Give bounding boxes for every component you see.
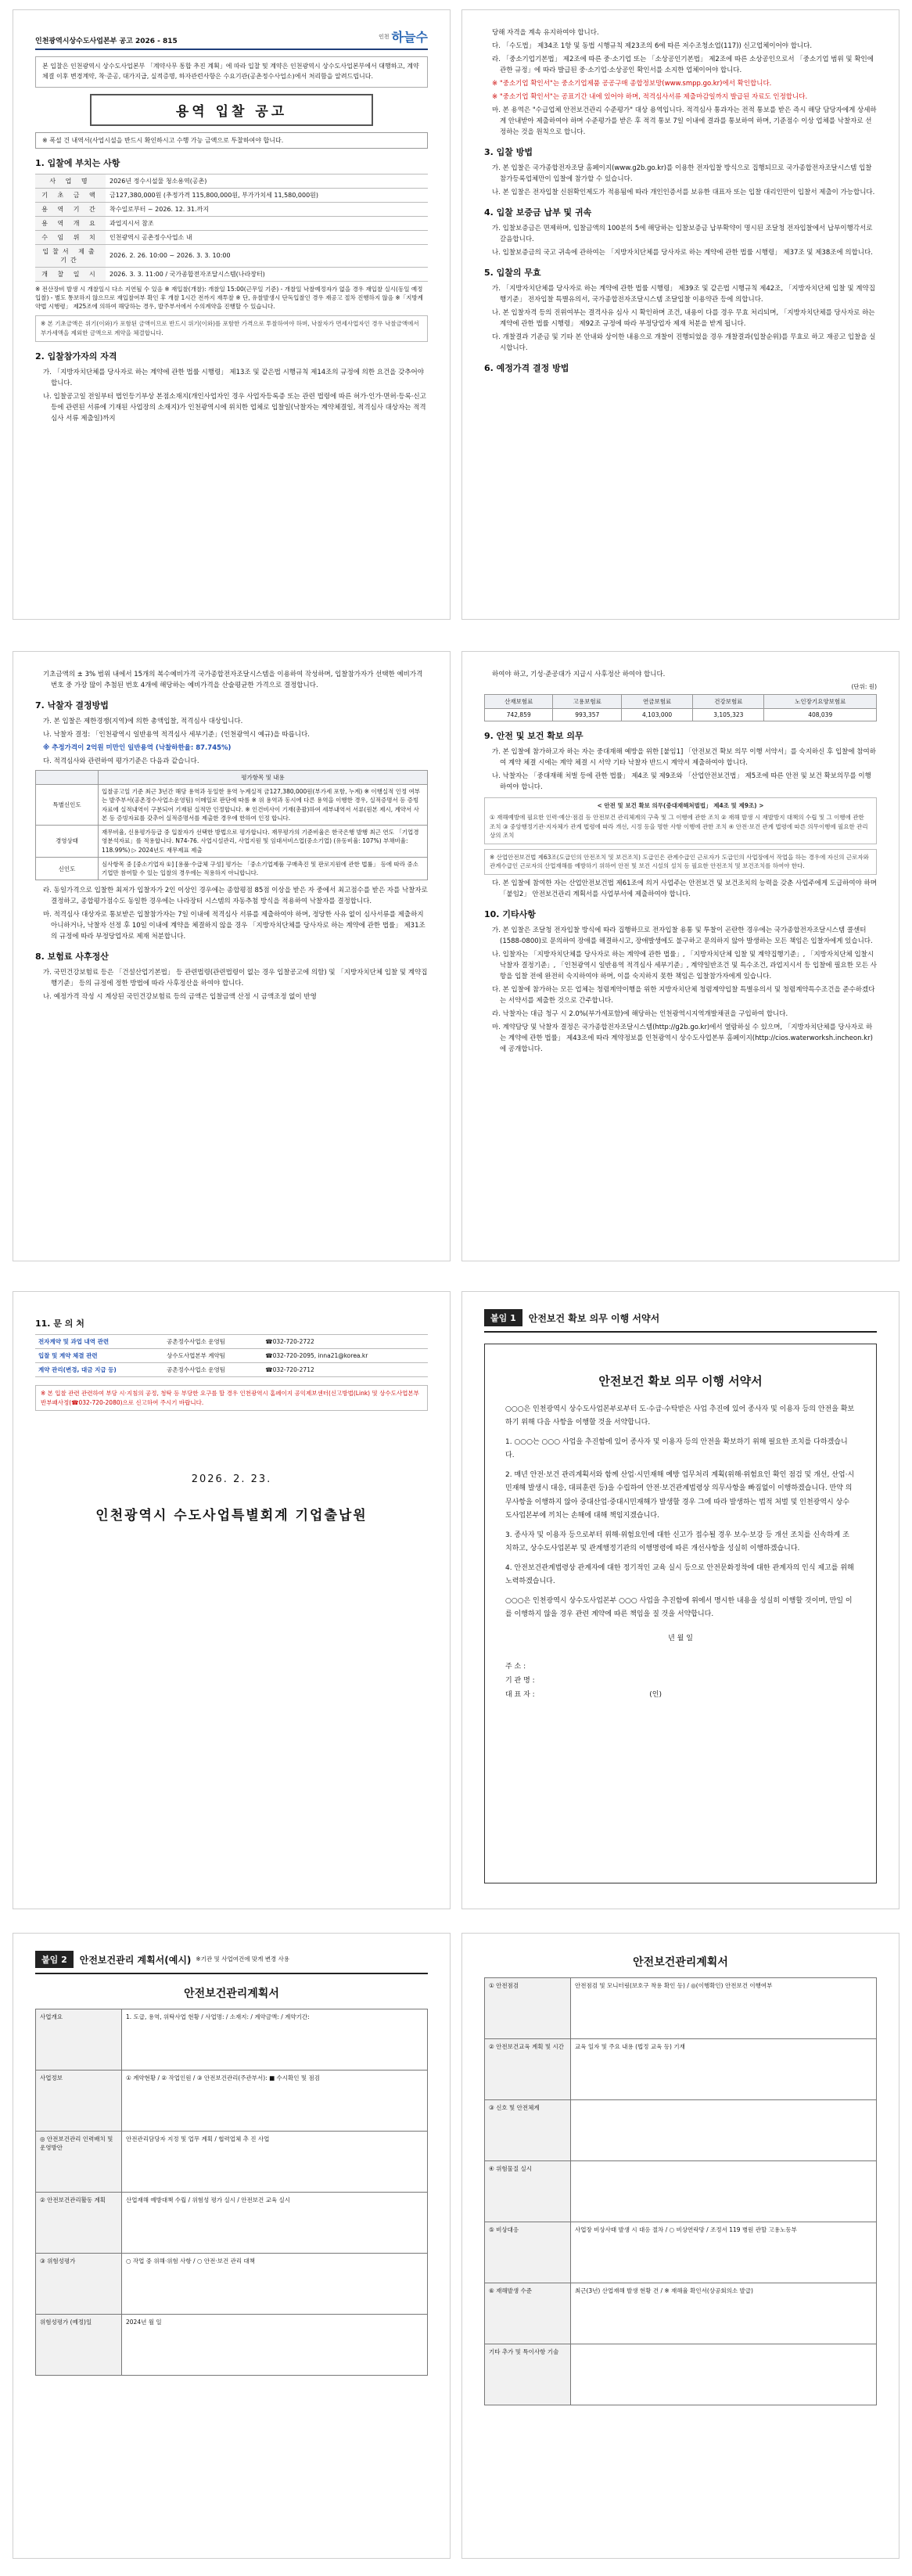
section-10-item-c: 다. 본 입찰에 참가하는 모든 업체는 청렴계약이행을 위한 지방자치단체 청렴계약입찰 특별유의서 및 청렴계약특수조건을 준수하겠다는 서약서를 제출한 것으로 간주합니다.: [492, 986, 875, 1006]
bid-info-key: 사 업 명: [35, 174, 106, 188]
plan-row: [485, 2161, 877, 2222]
notice-page-3: [13, 651, 451, 1261]
bid-info-row: [35, 216, 428, 230]
notice-date: 2026. 2. 23.: [191, 1473, 272, 1486]
insurance-header: 고용보험료: [553, 695, 621, 709]
section-5-item-b: 나. 본 입찰자격 등의 진위여부는 결격사유 심사 시 확인하며 조건, 내용이 다를 경우 무효 처리되며, 「지방자치단체를 당사자로 하는 계약에 관한 법률 시행령」 제92조 규정에 따라 부정당업자 제재 처분을 받게 됩니다.: [492, 309, 875, 329]
bid-info-value: 과업지시서 참조: [106, 216, 428, 230]
safety-plan-page: [461, 1933, 899, 2559]
plan-title-left: 안전보건관리계획서: [184, 1988, 279, 2000]
section-7-title: 7. 낙찰자 결정방법: [35, 700, 109, 711]
section-2-item-a: 가. 「지방자치단체를 당사자로 하는 계약에 관한 법률 시행령」 제13조 및 같은법 시행규칙 제14조의 규정에 의한 요건을 갖추어야 합니다.: [43, 368, 424, 387]
base-amount-note: ※ 본 기초금액은 위기(이와)가 포함된 금액이므로 반드시 위기(이와)를 포함한 가격으로 투찰하여야 하며, 낙찰자가 면세사업자인 경우 낙찰금액에서 부가세액을 제외한 금액으로 계약을 체결합니다.: [35, 315, 428, 341]
section-7-item-c: 다. 적격심사와 관련하여 평가기준은 다음과 같습니다.: [43, 757, 199, 766]
section-9-item-a: 가. 본 입찰에 참가하고자 하는 자는 중대재해 예방을 위한 [붙임1] 「안전보건 확보 의무 이행 서약서」를 숙지하신 후 입찰에 참여하여 계약 체결 시에는 계약 체결 시 서약 기타 낙찰자 반드시 계약서 제출하여야 합니다.: [492, 748, 876, 768]
plan-title-right: 안전보건관리계획서: [633, 1956, 728, 1969]
plan-row: [485, 2283, 877, 2344]
notice-page-1: [13, 9, 451, 620]
section-8-continued: 하여야 하고, 기성·준공대가 지급시 사후정산 하여야 합니다.: [492, 671, 666, 678]
section-2-title: 2. 입찰참가자의 자격: [35, 351, 117, 362]
fraud-report-note: ※ 본 입찰 관련 관련하여 부당 시·지침의 공정, 청탁 등 부당한 요구를 할 경우 인천광역시 홈페이지 공익제보센터(신고방법(Link) 및 상수도사업본부 반부패사정(☎032-720-2080)으로 신고하여 주시기 바랍니다.: [35, 1385, 428, 1411]
contact-dept: 공촌정수사업소 운영팀: [163, 1363, 262, 1377]
bid-info-row: [35, 267, 428, 281]
appendix-2-heading: 안전보건관리 계획서(예시): [79, 1954, 192, 1966]
appendix-1-heading: 안전보건 확보 의무 이행 서약서: [528, 1312, 660, 1324]
section-6-title: 6. 예정가격 결정 방법: [484, 363, 569, 374]
safety-duty-box-items: ① 재해예방에 필요한 인력·예산·점검 등 안전보건 관리체계의 구축 및 그 이행에 관한 조치 ② 재해 발생 시 재발방지 대책의 수립 및 그 이행에 관한 조치 ③ 중앙행정기관·지자체가 관계 법령에 따라 개선, 시정 등을 명한 사항 이행에 관한 조치 ④ 안전·보건 관계 법령에 따른 의무이행에 필요한 관리상의 조치: [490, 813, 868, 840]
safety-plan-table-left: [35, 2009, 428, 2376]
plan-value: 교육 일자 및 주요 내용 (법정 교육 등) 기재: [571, 2039, 877, 2100]
pledge-title: 안전보건 확보 의무 이행 서약서: [598, 1374, 763, 1388]
bid-info-value: 인천광역시 공촌정수사업소 내: [106, 230, 428, 244]
plan-value: [571, 2344, 877, 2405]
pledge-item-4: 4. 안전보건관계법령상 관계자에 대한 정기적인 교육 실시 등으로 안전문화정착에 대한 관계자의 인식 제고를 위해 노력하겠습니다.: [505, 1563, 854, 1586]
bid-info-key: 용 역 개 요: [35, 216, 106, 230]
section-9-item-b: 나. 낙찰자는 「중대재해 처벌 등에 관한 법률」 제4조 및 제9조와 「산업안전보건법」 제5조에 따른 안전 및 보건 확보의무를 이행하여야 합니다.: [492, 772, 871, 792]
plan-row: [485, 2100, 877, 2161]
plan-label: ② 안전보건관리활동 계획: [36, 2193, 122, 2254]
logo-seal: 인천: [379, 33, 390, 40]
plan-row: [36, 2009, 428, 2071]
plan-label: ④ 위험물질 실시: [485, 2161, 571, 2222]
bid-info-key: 수 임 위 치: [35, 230, 106, 244]
pledge-item-1: 1. ○○○는 ○○○ 사업을 추진함에 있어 종사자 및 이용자 등의 안전을 확보하기 위해 필요한 조치를 다하겠습니다.: [505, 1438, 848, 1460]
bid-info-row: [35, 174, 428, 188]
evaluation-table: [35, 770, 428, 880]
evaluation-row: [36, 826, 428, 858]
appendix-2-tag: 붙임 2: [35, 1951, 74, 1968]
pledge-form: [484, 1344, 877, 1883]
section-2-item-e: 마. 본 용역은 "수급업체 안전보건관리 수준평가" 대상 용역입니다. 적격심사 통과자는 전적 통보를 받은 즉시 해당 담당자에게 상세하게 안내받아 제출하여야 하며 수준평가를 받은 후 적격 통보 7일 이내에 결과를 통보하여 하며, 기준점수 이상 업체를 낙찰자로 선정하는 것을 원칙으로 합니다.: [492, 106, 877, 137]
plan-row: [485, 2344, 877, 2405]
appendix-2-page: [13, 1933, 451, 2559]
plan-row: [36, 2315, 428, 2376]
contact-row: [35, 1349, 428, 1363]
bid-info-key: 기 초 금 액: [35, 188, 106, 202]
bid-info-key: 입찰서 제출기간: [35, 244, 106, 267]
safety-law-note: ※ 산업안전보건법 제63조(도급인의 안전조치 및 보건조치) 도급인은 관계수급인 근로자가 도급인의 사업장에서 작업을 하는 경우에 자신의 근로자와 관계수급인 근로자의 산업재해를 예방하기 위하여 안전 및 보건 시설의 설치 등 필요한 안전조치 및 보건조치를 하여야 한다.: [484, 849, 877, 875]
plan-label: ◎ 안전보건관리 인력배치 및 운영방안: [36, 2132, 122, 2193]
insurance-table: [484, 694, 877, 721]
pledge-closing: ○○○은 인천광역시 상수도사업본부 ○○○ 사업을 추진함에 위에서 명시한 내용을 성실히 이행할 것이며, 만일 이를 이행하지 않을 경우 관련 계약에 따른 책임을 질 것을 서약합니다.: [505, 1597, 853, 1619]
section-9-title: 9. 안전 및 보건 확보 의무: [484, 731, 583, 742]
contact-tel: ☎032-720-2095, inna21@korea.kr: [262, 1349, 428, 1363]
contact-row: [35, 1363, 428, 1377]
safety-duty-box-title: < 안전 및 보건 확보 의무(중대재해처벌법」 제4조 및 제9조) >: [597, 802, 764, 810]
logo: [379, 27, 428, 45]
section-10-item-a: 가. 본 입찰은 조달청 전자입찰 방식에 따라 집행하므로 전자입찰 용통 및 투찰이 곤란한 경우에는 국가종합전자조달시스템 콜센터(1588-0800)로 문의하여 장애를 해결하시고, 장애발생에도 불구하고 문의하지 않아 발생하는 모든 책임은 입찰자에게 있습니다.: [492, 926, 873, 946]
pledge-intro: ○○○은 인천광역시 상수도사업본부로부터 도·수급·수탁받은 사업 추진에 있어 종사자 및 이용자 등의 안전을 확보하기 위해 다음 사항을 이행할 것을 서약합니다.: [505, 1405, 855, 1427]
bid-info-value: 착수일로부터 ~ 2026. 12. 31.까지: [106, 202, 428, 216]
section-2-item-d: 라. 「중소기업기본법」 제2조에 따른 중·소기업 또는 「소상공인기본법」 제2조에 따른 소상공인으로서 「중소기업 범위 및 확인에 관한 규정」에 따라 발급된 중·소기업·소상공인 확인서를 소지한 업체이어야 합니다.: [492, 56, 874, 75]
plan-row: [485, 1978, 877, 2039]
evaluation-row: [36, 857, 428, 880]
contact-label: 입찰 및 계약 체결 관련: [35, 1349, 163, 1363]
unit-label: (단위: 원): [851, 683, 877, 691]
section-4-title: 4. 입찰 보증금 납부 및 귀속: [484, 207, 592, 218]
bid-info-row: [35, 188, 428, 202]
pledge-signature-block: [505, 1660, 856, 1702]
evaluation-item: 특별신인도: [36, 785, 99, 826]
bid-info-row: [35, 244, 428, 267]
bid-info-value: 2026. 3. 3. 11:00 / 국가종합전자조달시스템(나라장터): [106, 267, 428, 281]
plan-value: 안전관리담당자 지정 및 업무 계획 / 협력업체 추 진 사업: [122, 2132, 428, 2193]
contact-row: [35, 1335, 428, 1349]
plan-label: 기타 추가 및 특이사항 기술: [485, 2344, 571, 2405]
appendix-2-note: ※기관 및 사업여건에 맞게 변경 사용: [196, 1955, 290, 1963]
evaluation-desc: 심사항목 중 [중소기업자 ①] [용품·수급체 구성] 평가는 「중소기업제품 구매촉진 및 판로지원에 관한 법률」 등에 따라 중소기업만 참여할 수 있는 입찰의 경우에는 적용하지 아니합니다.: [99, 857, 428, 880]
section-8-title: 8. 보험료 사후정산: [35, 952, 109, 962]
insurance-header: 노인장기요양보험료: [764, 695, 877, 709]
safety-duty-box: [484, 797, 877, 844]
plan-value: 안전점검 및 모니터링(보호구 착용 확인 등) / ◎(이행확인) 안전보건 이행여부: [571, 1978, 877, 2039]
notice-intro: 본 입찰은 인천광역시 상수도사업본부 「계약사무 통합 추진 계획」에 따라 입찰 및 계약은 인천광역시 상수도사업본부에서 대행하고, 계약체결 이후 변경계약, 착·준공, 대가지급, 실적증명, 하자관련사항은 수요기관(공촌정수사업소)에서 처리함을 알려드립니다.: [35, 56, 428, 88]
section-3-title: 3. 입찰 방법: [484, 147, 533, 158]
logo-text: 하늘수: [391, 30, 428, 45]
section-4-item-a: 가. 입찰보증금은 면제하며, 입찰금액의 100분의 5에 해당하는 입찰보증금 납부확약이 명시된 조달청 전자입찰에서 납부이행각서로 갈음합니다.: [492, 225, 873, 244]
notice-header: [35, 27, 428, 50]
plan-row: [36, 2254, 428, 2315]
pledge-seal: (인): [649, 1691, 662, 1700]
bid-info-key: 용 역 기 간: [35, 202, 106, 216]
section-11-title: 11. 문 의 처: [35, 1319, 84, 1329]
insurance-value: 3,105,323: [693, 709, 764, 721]
notice-title: 용역 입찰 공고: [90, 94, 373, 126]
appendix-1-page: [461, 1291, 899, 1909]
plan-value: [571, 2100, 877, 2161]
pledge-org-field[interactable]: 기 관 명 :: [505, 1677, 535, 1686]
contact-tel: ☎032-720-2722: [262, 1335, 428, 1349]
insurance-value: 4,103,000: [621, 709, 692, 721]
sme-certificate-note-2: ※ "중소기업 확인서"는 공표기간 내에 있어야 하며, 적격심사서류 제출마감일까지 발급된 자료도 인정합니다.: [492, 93, 808, 102]
evaluation-row: [36, 785, 428, 826]
pledge-rep-field[interactable]: 대 표 자 :: [505, 1691, 535, 1700]
section-2-item-c: 다. 「수도법」 제34조 1항 및 동법 시행규칙 제23조의 6에 따른 저수조청소업(117)) 신고업체이어야 합니다.: [492, 42, 813, 51]
bid-caution-strip: ※ 폭설 건 내역서(사업시설을 반드시 확인하시고 수행 가능 금액으로 투찰하여야 합니다.: [35, 132, 428, 149]
plan-row: [485, 2039, 877, 2100]
section-9-item-c: 다. 본 입찰에 참여한 자는 산업안전보건법 제61조에 의거 사업주는 안전보건 및 보건조치의 능력을 갖춘 사업주에게 도급하여야 하며 「붙임2」 안전보건관리 계획서를 사업부서에 제출하여야 합니다.: [492, 880, 877, 899]
contact-tel: ☎032-720-2712: [262, 1363, 428, 1377]
notice-page-4: [461, 651, 899, 1261]
plan-label: 사업정보: [36, 2071, 122, 2132]
section-3-item-a: 가. 본 입찰은 국가종합전자조달 홈페이지(www.g2b.go.kr)를 이용한 전자입찰 방식으로 집행되므로 국가종합전자조달시스템 입찰참가등록업체만이 입찰에 참가할 수 있습니다.: [492, 164, 872, 184]
plan-label: ⑥ 재해발생 수준: [485, 2283, 571, 2344]
appendix-1-header: [484, 1309, 877, 1333]
section-4-item-b: 나. 입찰보증금의 국고 귀속에 관하여는 「지방자치단체를 당사자로 하는 계약에 관한 법률 시행령」 제37조 및 제38조에 의합니다.: [492, 249, 873, 257]
section-5-item-c: 다. 개찰결과 기준금 및 기타 본 안내와 상이한 내용으로 개찰이 진행되었을 경우 개찰결과(입찰순위)를 무효로 하고 재공고 입찰을 실시합니다.: [492, 333, 876, 353]
insurance-value: 742,859: [485, 709, 553, 721]
insurance-value: 408,039: [764, 709, 877, 721]
bid-info-row: [35, 230, 428, 244]
contact-table: [35, 1334, 428, 1377]
evaluation-item: 신인도: [36, 857, 99, 880]
plan-row: [36, 2071, 428, 2132]
notice-number: 인천광역시상수도사업본부 공고 2026 - 815: [35, 38, 178, 45]
bid-info-table: [35, 174, 428, 282]
section-5-title: 5. 입찰의 무효: [484, 268, 541, 279]
plan-row: [485, 2222, 877, 2283]
plan-value: ① 계약현황 / ② 작업인원 / ③ 안전보건관리(주관부서): ■ 수시확인 및 점검: [122, 2071, 428, 2132]
bid-info-value: 2026. 2. 26. 10:00 ~ 2026. 3. 3. 10:00: [106, 244, 428, 267]
section-10-item-e: 마. 계약담당 및 낙찰자 결정은 국가종합전자조달시스템(http://g2b.go.kr)에서 열람하실 수 있으며, 「지방자치단체를 당사자로 하는 계약에 관한 법률」 제43조에 따라 계약정보를 인천광역시 상수도사업본부 홈페이지(http://cios.waterworksh.incheon.kr)에 공개합니다.: [492, 1024, 873, 1054]
section-3-item-b: 나. 본 입찰은 전자입찰 신원확인제도가 적용됨에 따라 개인인증서를 보유한 대표자 또는 입찰 대리인만이 입찰서 제출이 가능합니다.: [492, 189, 875, 197]
appendix-2-header: [35, 1951, 428, 1974]
pledge-date: 년 월 일: [668, 1635, 693, 1643]
contact-label: 계약 관리(변경, 대금 지급 등): [35, 1363, 163, 1377]
section-7-item-a: 가. 본 입찰은 제한경쟁(지역)에 의한 총액입찰, 적격심사 대상입니다.: [43, 718, 243, 726]
plan-value: 산업재해 예방대책 수립 / 위험성 평가 실시 / 안전보건 교육 실시: [122, 2193, 428, 2254]
plan-label: 위험성평가 (예정)일: [36, 2315, 122, 2376]
section-5-item-a: 가. 「지방자치단체를 당사자로 하는 계약에 관한 법률 시행령」 제39조 및 같은법 시행규칙 제42조, 「지방자치단체 입찰 및 계약집행기준」 전자입찰 특별유의서, 국가종합전자조달시스템 조달입찰 이용약관 등에 의합니다.: [492, 285, 875, 304]
insurance-header: 건강보험료: [693, 695, 764, 709]
pledge-item-2: 2. 매년 안전·보건 관리계획서와 함께 산업·시민재해 예방 업무처리 계획(위해·위험요인 확인 점검 및 개선, 산업·시민재해 발생시 대응, 대피훈련 등)을 수립하여 안전·보건관계법령상 의무사항을 빠짐없이 이행하겠습니다. 만약 의무사항을 이행하지 않아 중대산업·중대시민재해가 발생할 경우 그에 따라 발생하는 법적 처벌 및 인천광역시 상수도사업본부에 끼치는 손해에 대해 책임지겠습니다.: [505, 1471, 855, 1520]
bid-info-value: 금127,380,000원 (추정가격 115,800,000원, 부가가치세 11,580,000원): [106, 188, 428, 202]
plan-value: ○ 작업 중 위해·위험 사항 / ○ 안전·보건 관리 대책: [122, 2254, 428, 2315]
plan-label: ① 안전점검: [485, 1978, 571, 2039]
plan-label: ③ 위험성평가: [36, 2254, 122, 2315]
plan-value: 1. 도급, 용역, 위탁사업 현황 / 사업명: / 소재지: / 계약금액: / 계약기간:: [122, 2009, 428, 2071]
bid-info-value: 2026년 정수시설물 청소용역(공촌): [106, 174, 428, 188]
contact-label: 전자계약 및 과업 내역 관련: [35, 1335, 163, 1349]
section-8-item-a: 가. 국민건강보험료 등은 「건설산업기본법」 등 관련법령(관련법령이 없는 경우 입찰공고에 의함) 및 「지방자치단체 입찰 및 계약집행기준」 등의 규정에 정한 방법에 따라 사후정산을 하여야 합니다.: [43, 969, 428, 988]
contact-dept: 상수도사업본부 계약팀: [163, 1349, 262, 1363]
evaluation-item: 경영상태: [36, 826, 99, 858]
contact-dept: 공촌정수사업소 운영팀: [163, 1335, 262, 1349]
insurance-value: 993,357: [553, 709, 621, 721]
appendix-1-tag: 붙임 1: [484, 1309, 522, 1326]
notice-page-5: [13, 1291, 451, 1909]
plan-label: ③ 신호 및 안전체계: [485, 2100, 571, 2161]
section-6-body: 기초금액의 ± 3% 범위 내에서 15개의 복수예비가격 국가종합전자조달시스템을 이용하여 작성하며, 입찰참가자가 선택한 예비가격번호 중 가장 많이 추첨된 번호 4개에 해당하는 예비가격을 산술평균한 가격으로 결정합니다.: [43, 671, 423, 690]
plan-value: 사업장 비상사태 발생 시 대응 절차 / ○ 비상연락망 / 조정서 119 병원 관할 고용노동부: [571, 2222, 877, 2283]
section-2-item-b: 나. 입찰공고일 전일부터 법인등기부상 본점소재지(개인사업자인 경우 사업자등록증 또는 관련 법령에 따른 허가·인가·면허·등록·신고 등에 관련된 서류에 기재된 사업장의 소재지)가 인천광역시에 위치한 업체로 입찰일(낙찰자는 계약체결일, 적격심사 대상자는 적격심사 서류 제출일)까지: [43, 392, 426, 423]
plan-value: 2024년 월 일: [122, 2315, 428, 2376]
plan-row: [36, 2193, 428, 2254]
lower-limit-note: ※ 추정가격이 2억원 미만인 일반용역 (낙찰하한율: 87.745%): [43, 744, 232, 753]
insurance-header: 연금보험료: [621, 695, 692, 709]
plan-value: [571, 2161, 877, 2222]
section-7-item-d: 라. 동일가격으로 입찰한 최저가 입찰자가 2인 이상인 경우에는 종합평점 85점 이상을 받은 자 중에서 최고점수를 받은 자를 낙찰자로 결정하고, 종합평가점수도 동일한 경우에는 나라장터 시스템의 자동추첨 방식을 적용하여 낙찰자를 결정합니다.: [43, 887, 428, 906]
bid-info-notes: ※ 전산장비 발생 시 개찰일시 다소 지연될 수 있음 ※ 재입찰(개찰): 개찰일 15:00(근무일 기준) - 개찰일 낙찰예정자가 없을 경우 재입찰 실시(동일 예정 입찰) - 별도 통보하지 않으므로 재입찰여부 확인 후 개찰 1시간 전까지 재투찰 ※ 단, 유찰발생시 단독입찰인 경우 재공고 절차 진행하지 않음 ※「지방계약법 시행령」 제25조에 의하여 해당하는 경우, 발주부서에서 수의계약을 진행할 수 있습니다.: [35, 285, 423, 311]
plan-label: ⑤ 비상대응: [485, 2222, 571, 2283]
bid-info-key: 개 찰 일 시: [35, 267, 106, 281]
evaluation-desc: 재무비율, 신용평가등급 중 입찰자가 선택한 방법으로 평가합니다. 재무평가의 기준비율은 한국은행 발행 최근 연도 「기업경영분석자료」를 적용합니다. N74-76. 사업시설관리, 사업지원 및 임대서비스업(중소기업) (유동비율: 107%) 부채비율: 118.99%) ▷ 2024년도 재무제표 제출: [99, 826, 428, 858]
notice-issuer: 인천광역시 수도사업특별회계 기업출납원: [95, 1508, 368, 1524]
evaluation-header: 평가항목 및 내용: [99, 771, 428, 785]
section-8-item-b: 나. 예정가격 작성 시 계상된 국민건강보험료 등의 금액은 입찰금액 산정 시 금액조정 없이 반영: [43, 993, 317, 1002]
plan-row: [36, 2132, 428, 2193]
section-1-title: 1. 입찰에 부치는 사항: [35, 157, 120, 168]
section-10-item-d: 라. 낙찰자는 대금 청구 시 2.0%(부가세포함)에 해당하는 인천광역시지역개발채권을 구입하여 합니다.: [492, 1010, 788, 1019]
notice-page-2: [461, 9, 899, 620]
section-2-continued: 당해 자격을 계속 유지하여야 합니다.: [492, 29, 599, 37]
plan-label: 사업개요: [36, 2009, 122, 2071]
section-7-item-b: 나. 낙찰자 결정: 「인천광역시 일반용역 적격심사 세부기준」(인천광역시 예규)을 따릅니다.: [43, 731, 310, 739]
insurance-header: 산재보험료: [485, 695, 553, 709]
section-10-title: 10. 기타사항: [484, 909, 536, 920]
pledge-item-3: 3. 종사자 및 이용자 등으로부터 위해·위험요인에 대한 신고가 접수될 경우 보수·보강 등 개선 조치를 신속하게 조치하고, 상수도사업본부 및 관계행정기관의 이행명령에 따른 개선사항을 성실히 이행하겠습니다.: [505, 1531, 849, 1552]
pledge-address-field[interactable]: 주 소 :: [505, 1663, 526, 1671]
bid-info-row: [35, 202, 428, 216]
plan-label: ② 안전보건교육 계획 및 시간: [485, 2039, 571, 2100]
sme-certificate-note-1: ※ "중소기업 확인서"는 중소기업제품 공공구매 종합정보망(www.smpp.go.kr)에서 확인합니다.: [492, 80, 772, 88]
section-7-item-e: 마. 적격심사 대상자로 통보받은 입찰참가자는 7일 이내에 적격심사 서류를 제출하여야 하며, 정당한 사유 없이 심사서류를 제출하지 아니하거나, 낙찰자 선정 후 10일 이내에 계약을 체결하지 않을 경우 「지방자치단체를 당사자로 하는 계약에 관한 법률」 제31조의 규정에 따라 부정당업자로 제재 처분합니다.: [43, 911, 425, 941]
plan-value: 최근(3년) 산업재해 발생 현황 건 / ※ 재해율 확인서(상공회의소 발급): [571, 2283, 877, 2344]
evaluation-desc: 입찰공고일 기준 최근 3년간 해당 용역과 동일한 용역 누계실적 금127,380,000원(부가세 포함, 누계) ※ 이행실적 인정 여부는 발주부서(공촌정수사업소운영팀) 이메일로 판단에 따름 ※ 위 용역과 동시에 다른 용역을 이행한 경우, 실적증명서 등 증빙자료에 실적내역이 구분되어 기재된 실적만 인정합니다. ※ 인건비사이 기재(총괄)하여 세부내역서 서류(원본 제시, 계약서 사본 등 증빙자료를 갖추어 실적증명서를 제출한 경우에 한하여 인정 합니다.: [99, 785, 428, 826]
safety-plan-table-right: [484, 1977, 877, 2405]
section-10-item-b: 나. 입찰자는 「지방자치단체를 당사자로 하는 계약에 관한 법률」, 「지방자치단체 입찰 및 계약집행기준」, 「지방자치단체 입찰시 낙찰자 결정기준」, 「인천광역시 일반용역 적격심사 세부기준」, 계약일반조건 및 특수조건, 과업지시서 등 입찰에 필요한 모든 사항을 입찰 전에 완전히 숙지하여야 하며, 이를 숙지하지 못한 책임은 입찰참가자에게 있습니다.: [492, 951, 877, 981]
